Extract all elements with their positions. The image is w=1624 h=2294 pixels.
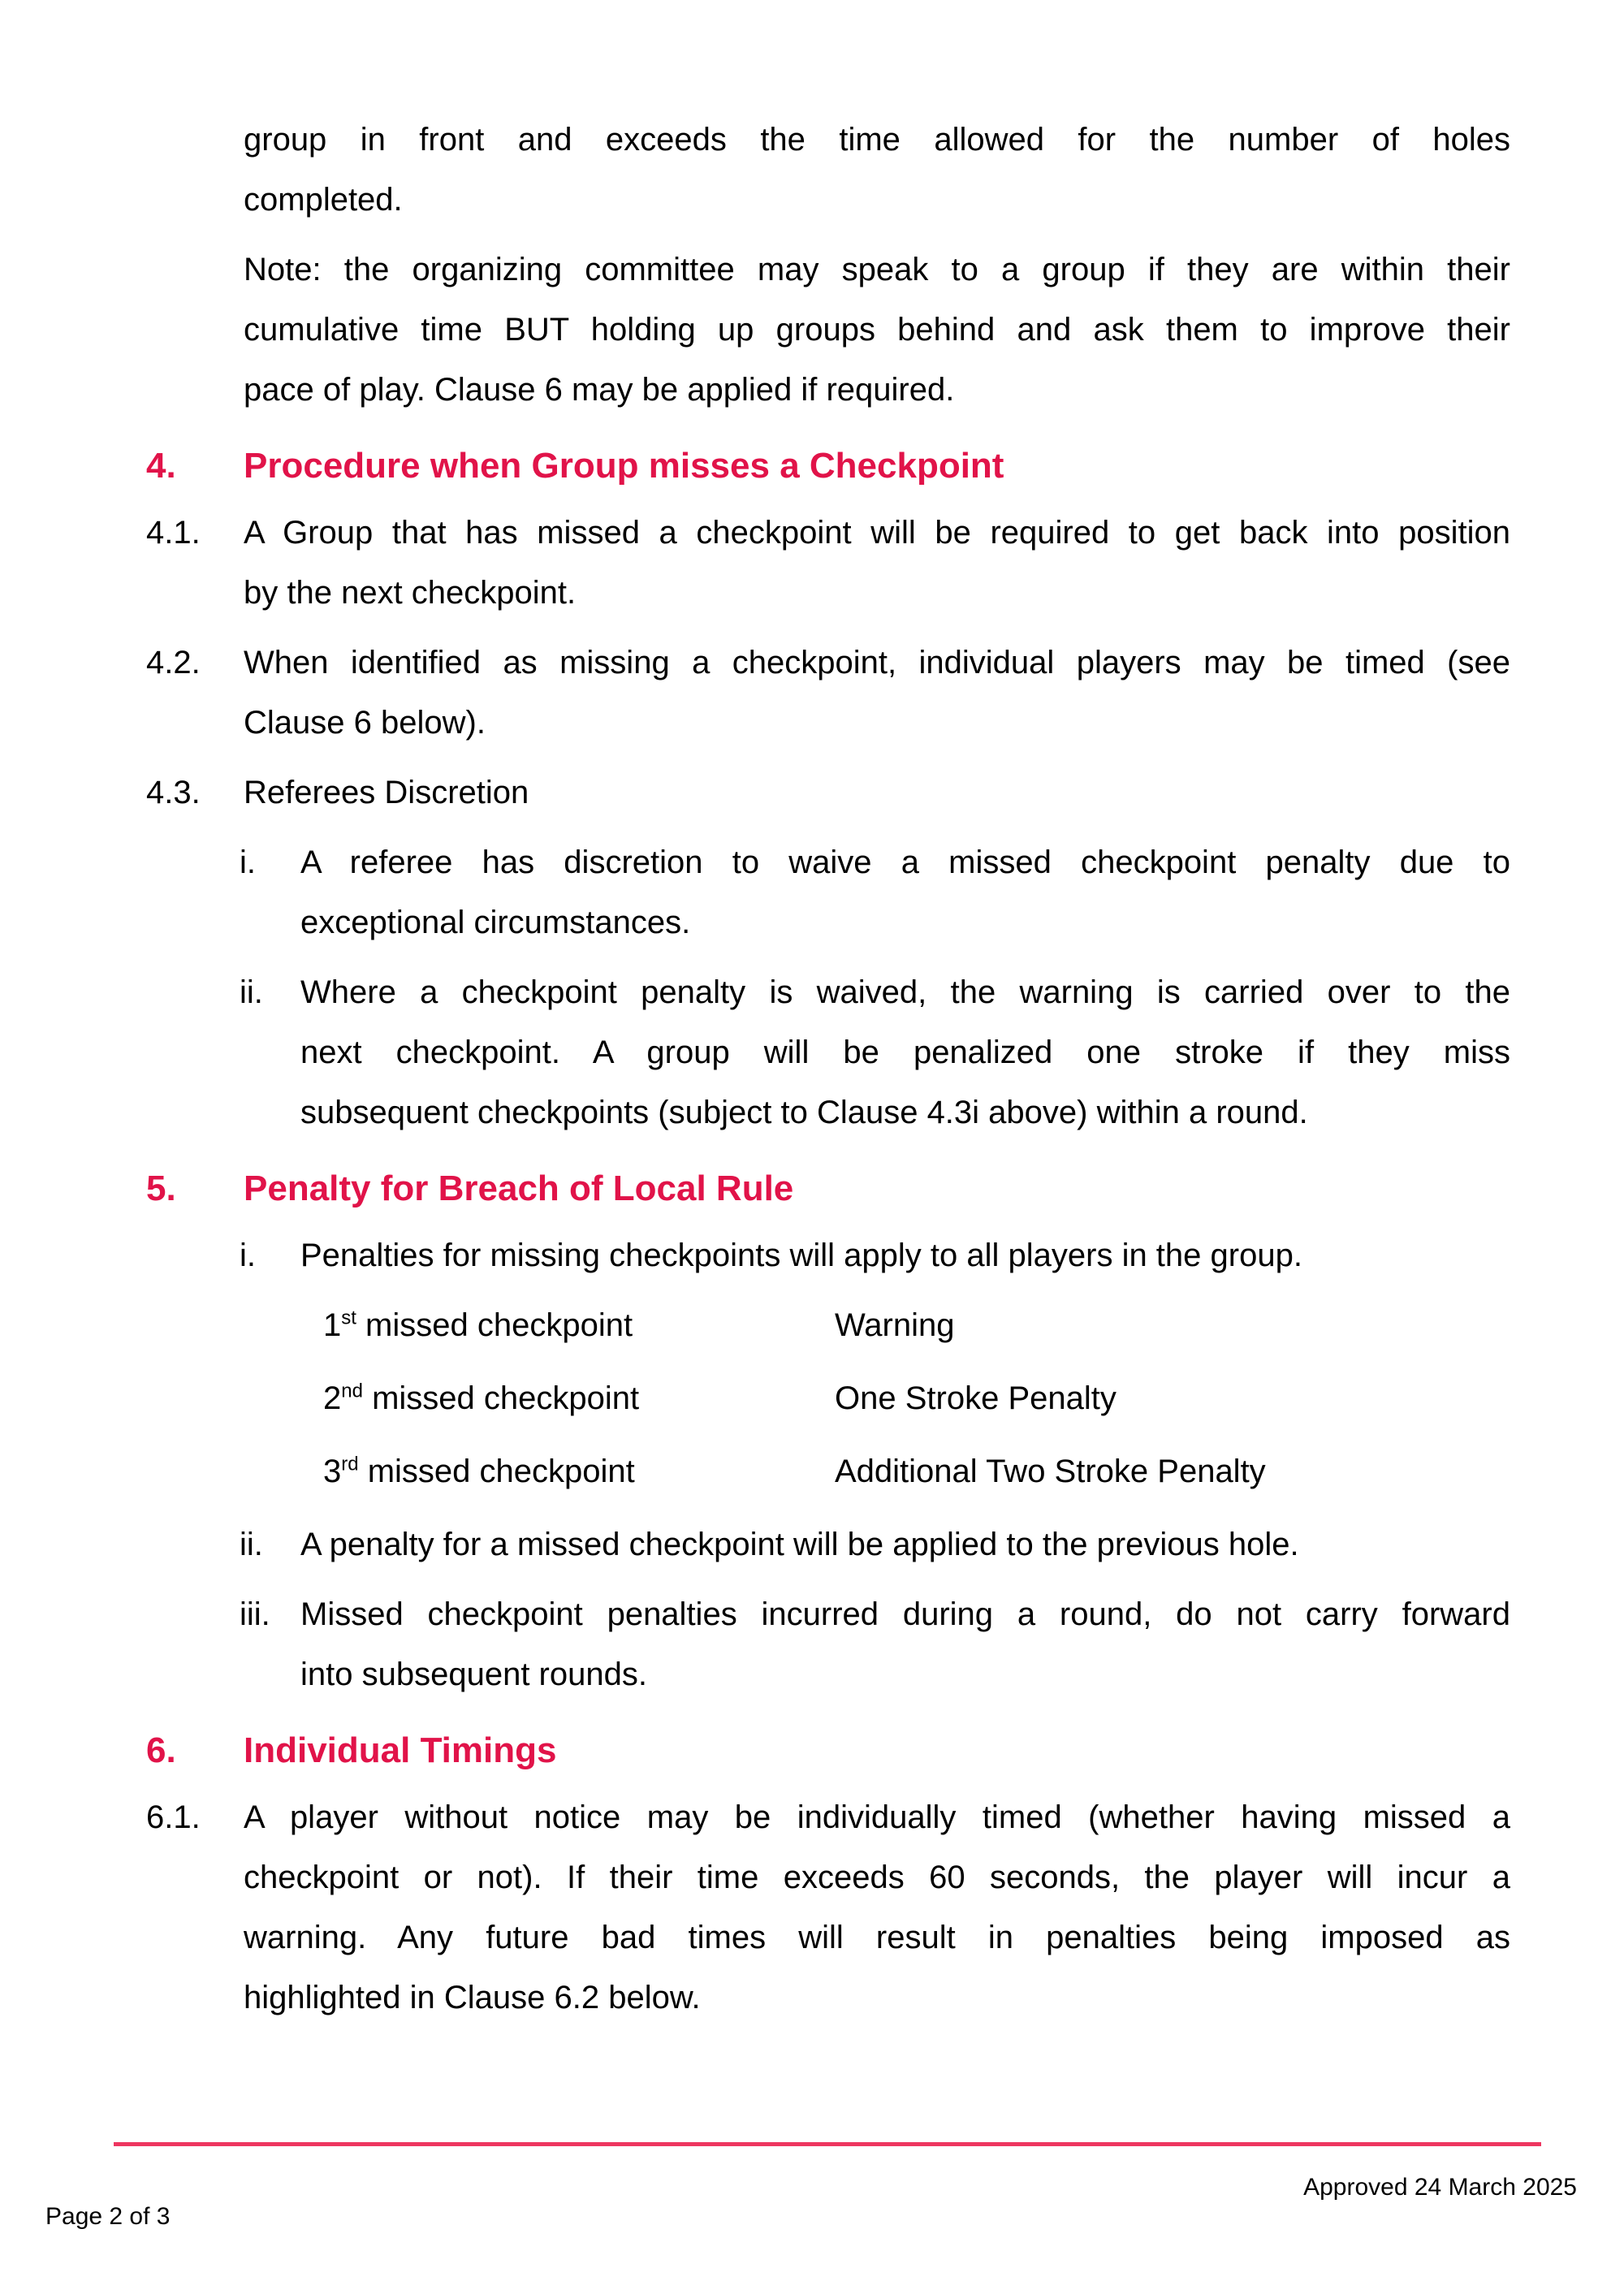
section-number: 4. [146,446,176,486]
text-line: pace of play. Clause 6 may be applied if required. [244,372,955,408]
text-line: exceptional circumstances. [300,905,691,940]
clause-4-3-ii [240,962,1510,1143]
section-number: 6. [146,1730,176,1770]
penalty-label: 1st missed checkpoint [323,1307,633,1343]
clause-number: 4.2. [146,645,201,680]
penalty-label: 3rd missed checkpoint [323,1453,635,1489]
section-title: Individual Timings [244,1730,557,1770]
text-line: Clause 6 below). [244,705,486,741]
clause-6-1 [146,1787,1510,2028]
clause-4-3 [146,763,1510,823]
text-line: A referee has discretion to waive a missed checkpoint penalty due to [300,845,1510,880]
list-marker: i. [240,845,256,880]
table-row [323,1441,1509,1501]
section-number: 5. [146,1169,176,1208]
text-line: warning. Any future bad times will result in penalties being imposed as [244,1920,1510,1955]
section-title: Penalty for Breach of Local Rule [244,1169,794,1208]
penalty-value: One Stroke Penalty [835,1380,1116,1416]
clause-5-iii [240,1584,1510,1704]
list-marker: ii. [240,974,263,1010]
continued-paragraph [244,110,1510,230]
section-4-heading [0,436,1624,496]
ordinal-suffix: st [341,1307,356,1329]
text-line: completed. [244,182,403,218]
text-line: next checkpoint. A group will be penalized one stroke if they miss [300,1035,1510,1070]
text-line: by the next checkpoint. [244,575,577,611]
penalty-value: Warning [835,1307,955,1343]
penalty-label: 2nd missed checkpoint [323,1380,640,1416]
text-line: Referees Discretion [244,775,529,810]
text-line: checkpoint or not). If their time exceeds 60 seconds, the player will incur a [244,1860,1510,1895]
clause-4-2 [146,633,1510,753]
text-line: Where a checkpoint penalty is waived, the warning is carried over to the [300,974,1510,1010]
clause-number: 4.1. [146,515,201,551]
penalty-table [323,1295,1509,1501]
section-title: Procedure when Group misses a Checkpoint [244,446,1004,486]
clause-4-3-i [240,832,1510,953]
text-line: A penalty for a missed checkpoint will be applied to the previous hole. [300,1527,1299,1562]
text-line: cumulative time BUT holding up groups behind and ask them to improve their [244,312,1510,348]
table-row [323,1295,1509,1355]
list-marker: iii. [240,1596,270,1632]
text-line: group in front and exceeds the time allowed for the number of holes [244,122,1510,158]
text-line: into subsequent rounds. [300,1657,647,1692]
page-number: Page 2 of 3 [45,2203,171,2230]
clause-5-i [240,1225,1510,1285]
text-line: When identified as missing a checkpoint, individual players may be timed (see [244,645,1510,680]
table-row [323,1368,1509,1428]
text-line: A player without notice may be individually timed (whether having missed a [244,1799,1510,1835]
clause-number: 6.1. [146,1799,201,1835]
list-marker: ii. [240,1527,263,1562]
text-line: Missed checkpoint penalties incurred during a round, do not carry forward [300,1596,1510,1632]
footer-divider [114,2142,1541,2146]
clause-4-1 [146,503,1510,623]
text-line: A Group that has missed a checkpoint will be required to get back into position [244,515,1510,551]
ordinal-suffix: nd [341,1380,363,1402]
ordinal-suffix: rd [341,1453,359,1475]
clause-5-ii [240,1514,1510,1575]
list-marker: i. [240,1238,256,1273]
section-5-heading [0,1159,1624,1219]
approved-date: Approved 24 March 2025 [1303,2174,1577,2201]
penalty-value: Additional Two Stroke Penalty [835,1454,1266,1489]
text-line: Note: the organizing committee may speak to a group if they are within their [244,252,1510,287]
clause-number: 4.3. [146,775,201,810]
note-paragraph [244,240,1510,420]
text-line: subsequent checkpoints (subject to Clause 4.3i above) within a round. [300,1095,1308,1130]
section-6-heading [0,1721,1624,1781]
text-line: Penalties for missing checkpoints will apply to all players in the group. [300,1238,1302,1273]
text-line: highlighted in Clause 6.2 below. [244,1980,701,2015]
